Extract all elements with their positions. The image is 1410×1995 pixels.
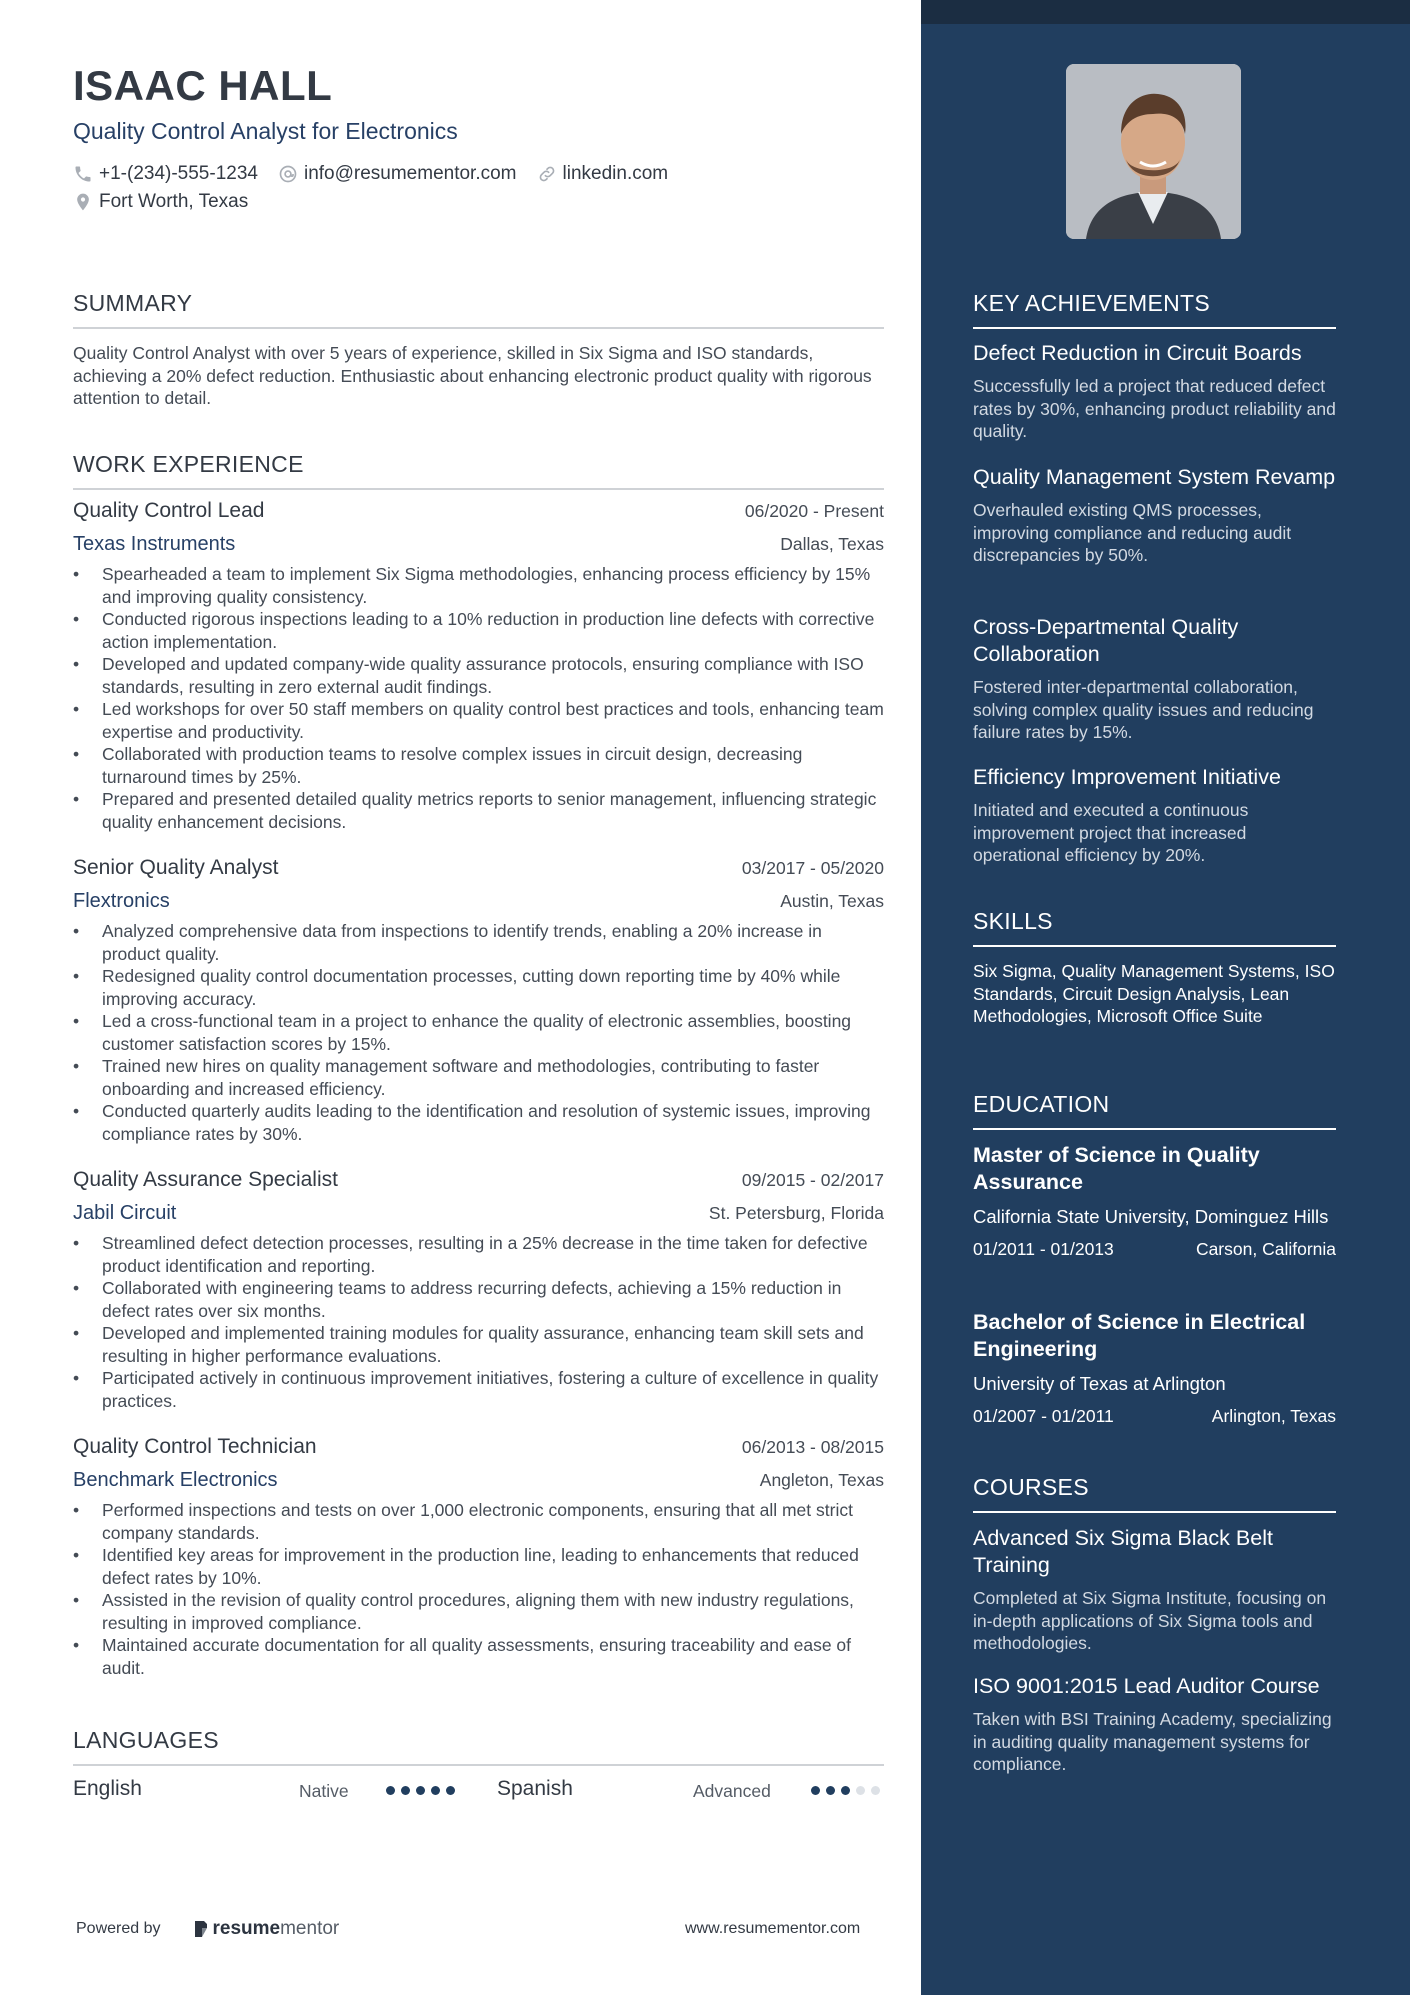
achievement-item [973, 340, 1336, 443]
job-bullet: • Redesigned quality control documentation processes, cutting down reporting time by 40% while improving accuracy. [73, 965, 884, 1010]
candidate-name: ISAAC HALL [73, 62, 333, 109]
education-degree: Master of Science in Quality Assurance [973, 1143, 1260, 1194]
rating-dot-filled [401, 1786, 410, 1795]
job-dates: 03/2017 - 05/2020 [741, 858, 884, 878]
job-bullet: • Trained new hires on quality management software and methodologies, contributing to faster onboarding and increased efficiency. [73, 1055, 884, 1100]
job-entry [73, 1435, 884, 1679]
location-text: Fort Worth, Texas [99, 191, 249, 212]
candidate-headline: Quality Control Analyst for Electronics [73, 118, 458, 144]
education-item [973, 1309, 1336, 1427]
powered-by-label: Powered by [76, 1920, 161, 1937]
rating-dot-filled [841, 1786, 850, 1795]
education-dates: 01/2011 - 01/2013 [973, 1238, 1114, 1259]
course-title: Advanced Six Sigma Black Belt Training [973, 1526, 1273, 1577]
summary-text: Quality Control Analyst with over 5 years of experience, skilled in Six Sigma and ISO standards, achieving a 20% defect reduction. Enthusiastic about enhancing electronic product quality with rigorous attention to detail. [73, 343, 872, 408]
job-bullet: • Led a cross-functional team in a project to enhance the quality of electronic assemblies, boosting customer satisfaction scores by 15%. [73, 1010, 884, 1055]
job-bullet: • Led workshops for over 50 staff members on quality control best practices and tools, enhancing team expertise and productivity. [73, 698, 884, 743]
location-contact [73, 191, 248, 213]
achievement-title: Cross-Departmental Quality Collaboration [973, 615, 1239, 666]
job-bullets [73, 1232, 884, 1412]
job-company: Benchmark Electronics [73, 1469, 278, 1491]
job-title: Senior Quality Analyst [73, 856, 279, 879]
linkedin-contact[interactable] [537, 163, 669, 185]
education-heading: EDUCATION [973, 1091, 1336, 1130]
job-dates: 09/2015 - 02/2017 [741, 1170, 884, 1190]
phone-icon [73, 164, 93, 184]
rating-dot-filled [811, 1786, 820, 1795]
languages-row [73, 1777, 884, 1807]
work-experience-heading: WORK EXPERIENCE [73, 451, 884, 490]
language-rating [386, 1786, 461, 1795]
job-bullets [73, 920, 884, 1145]
job-company: Texas Instruments [73, 533, 236, 555]
rating-dot-filled [416, 1786, 425, 1795]
achievement-description: Overhauled existing QMS processes, improving compliance and reducing audit discrepancies by 50%. [973, 500, 1292, 565]
job-bullet: • Identified key areas for improvement in the production line, leading to enhancements that reduced defect rates by 10%. [73, 1544, 884, 1589]
job-location: Angleton, Texas [759, 1470, 884, 1490]
achievement-description: Fostered inter-departmental collaboration, solving complex quality issues and reducing failure rates by 15%. [973, 677, 1314, 742]
language-name: English [73, 1777, 142, 1800]
rating-dot-empty [871, 1786, 880, 1795]
achievement-title: Efficiency Improvement Initiative [973, 765, 1281, 789]
education-location: Carson, California [1195, 1238, 1336, 1259]
job-bullet: • Streamlined defect detection processes, resulting in a 25% decrease in the time taken for defective product identification and reporting. [73, 1232, 884, 1277]
job-title: Quality Control Technician [73, 1435, 317, 1458]
rating-dot-filled [826, 1786, 835, 1795]
job-bullet: • Participated actively in continuous improvement initiatives, fostering a culture of excellence in quality practices. [73, 1367, 884, 1412]
course-title: ISO 9001:2015 Lead Auditor Course [973, 1674, 1320, 1698]
skills-heading: SKILLS [973, 908, 1336, 947]
job-location: Austin, Texas [780, 891, 884, 911]
resumementor-logo-icon [193, 1919, 209, 1939]
language-level: Native [299, 1781, 349, 1801]
languages-heading: LANGUAGES [73, 1727, 884, 1766]
phone-text: +1-(234)-555-1234 [99, 163, 258, 184]
job-bullet: • Maintained accurate documentation for all quality assessments, ensuring traceability and ease of audit. [73, 1634, 884, 1679]
education-location: Arlington, Texas [1211, 1405, 1336, 1426]
job-location: St. Petersburg, Florida [708, 1203, 884, 1223]
job-bullet: • Spearheaded a team to implement Six Sigma methodologies, enhancing process efficiency by 15% and improving quality consistency. [73, 563, 884, 608]
achievement-item [973, 764, 1336, 867]
job-bullet: • Collaborated with production teams to resolve complex issues in circuit design, decreasing turnaround times by 25%. [73, 743, 884, 788]
phone-contact[interactable] [73, 163, 258, 185]
at-sign-icon [278, 164, 298, 184]
achievement-title: Quality Management System Revamp [973, 465, 1336, 489]
achievement-item [973, 464, 1336, 567]
resumementor-logo[interactable] [193, 1918, 340, 1940]
job-company: Flextronics [73, 890, 170, 912]
language-level: Advanced [693, 1781, 771, 1801]
course-description: Taken with BSI Training Academy, specializing in auditing quality management systems for compliance. [973, 1709, 1332, 1774]
job-bullets [73, 563, 884, 833]
job-bullet: • Prepared and presented detailed quality metrics reports to senior management, influencing strategic quality enhancement decisions. [73, 788, 884, 833]
language-name: Spanish [497, 1777, 573, 1800]
language-rating [811, 1786, 886, 1795]
job-entry [73, 856, 884, 1145]
job-title: Quality Control Lead [73, 499, 265, 522]
rating-dot-filled [431, 1786, 440, 1795]
job-dates: 06/2013 - 08/2015 [741, 1437, 884, 1457]
key-achievements-heading: KEY ACHIEVEMENTS [973, 290, 1336, 329]
job-company: Jabil Circuit [73, 1202, 177, 1224]
footer-website-link[interactable]: www.resumementor.com [685, 1920, 861, 1937]
location-pin-icon [73, 192, 93, 212]
profile-photo [1066, 64, 1241, 239]
rating-dot-filled [446, 1786, 455, 1795]
rating-dot-empty [856, 1786, 865, 1795]
courses-heading: COURSES [973, 1474, 1336, 1513]
job-bullet: • Developed and updated company-wide quality assurance protocols, ensuring compliance with ISO standards, resulting in zero external audit findings. [73, 653, 884, 698]
linkedin-text: linkedin.com [562, 163, 669, 184]
job-dates: 06/2020 - Present [744, 501, 884, 521]
education-item [973, 1142, 1336, 1260]
job-bullets [73, 1499, 884, 1679]
job-bullet: • Collaborated with engineering teams to address recurring defects, achieving a 15% reduction in defect rates over six months. [73, 1277, 884, 1322]
skills-list: Six Sigma, Quality Management Systems, ISO Standards, Circuit Design Analysis, Lean Methodologies, Microsoft Office Suite [973, 961, 1335, 1026]
achievement-description: Initiated and executed a continuous improvement project that increased operational efficiency by 20%. [973, 800, 1249, 865]
job-entry [73, 1168, 884, 1412]
job-entry [73, 499, 884, 833]
job-bullet: • Developed and implemented training modules for quality assurance, enhancing team skill sets and resulting in higher performance evaluations. [73, 1322, 884, 1367]
rating-dot-filled [386, 1786, 395, 1795]
education-school: California State University, Dominguez Hills [973, 1206, 1329, 1227]
brand-name-light: mentor [280, 1918, 340, 1939]
achievement-description: Successfully led a project that reduced defect rates by 30%, enhancing product reliability and quality. [973, 376, 1336, 441]
job-bullet: • Performed inspections and tests on over 1,000 electronic components, ensuring that all met strict company standards. [73, 1499, 884, 1544]
email-contact[interactable] [278, 163, 517, 185]
job-bullet: • Assisted in the revision of quality control procedures, aligning them with new industry regulations, resulting in improved compliance. [73, 1589, 884, 1634]
job-title: Quality Assurance Specialist [73, 1168, 338, 1191]
profile-photo-illustration [1066, 64, 1241, 239]
brand-name-bold: resume [212, 1918, 281, 1939]
link-icon [537, 164, 557, 184]
contact-info [73, 160, 893, 216]
job-bullet: • Conducted quarterly audits leading to the identification and resolution of systemic issues, improving compliance rates by 30%. [73, 1100, 884, 1145]
summary-heading: SUMMARY [73, 290, 884, 329]
education-degree: Bachelor of Science in Electrical Engineering [973, 1310, 1306, 1361]
course-item [973, 1673, 1336, 1776]
course-description: Completed at Six Sigma Institute, focusing on in-depth applications of Six Sigma tools and methodologies. [973, 1588, 1327, 1653]
sidebar [921, 0, 1410, 1995]
education-dates: 01/2007 - 01/2011 [973, 1405, 1114, 1426]
footer-branding [76, 1918, 339, 1940]
achievement-title: Defect Reduction in Circuit Boards [973, 341, 1302, 365]
education-school: University of Texas at Arlington [973, 1373, 1226, 1394]
achievement-item [973, 614, 1336, 744]
job-bullet: • Conducted rigorous inspections leading to a 10% reduction in production line defects with corrective action implementation. [73, 608, 884, 653]
sidebar-top-band [921, 0, 1410, 24]
job-bullet: • Analyzed comprehensive data from inspections to identify trends, enabling a 20% increase in product quality. [73, 920, 884, 965]
job-location: Dallas, Texas [780, 534, 884, 554]
email-text: info@resumementor.com [303, 163, 517, 184]
course-item [973, 1525, 1336, 1655]
